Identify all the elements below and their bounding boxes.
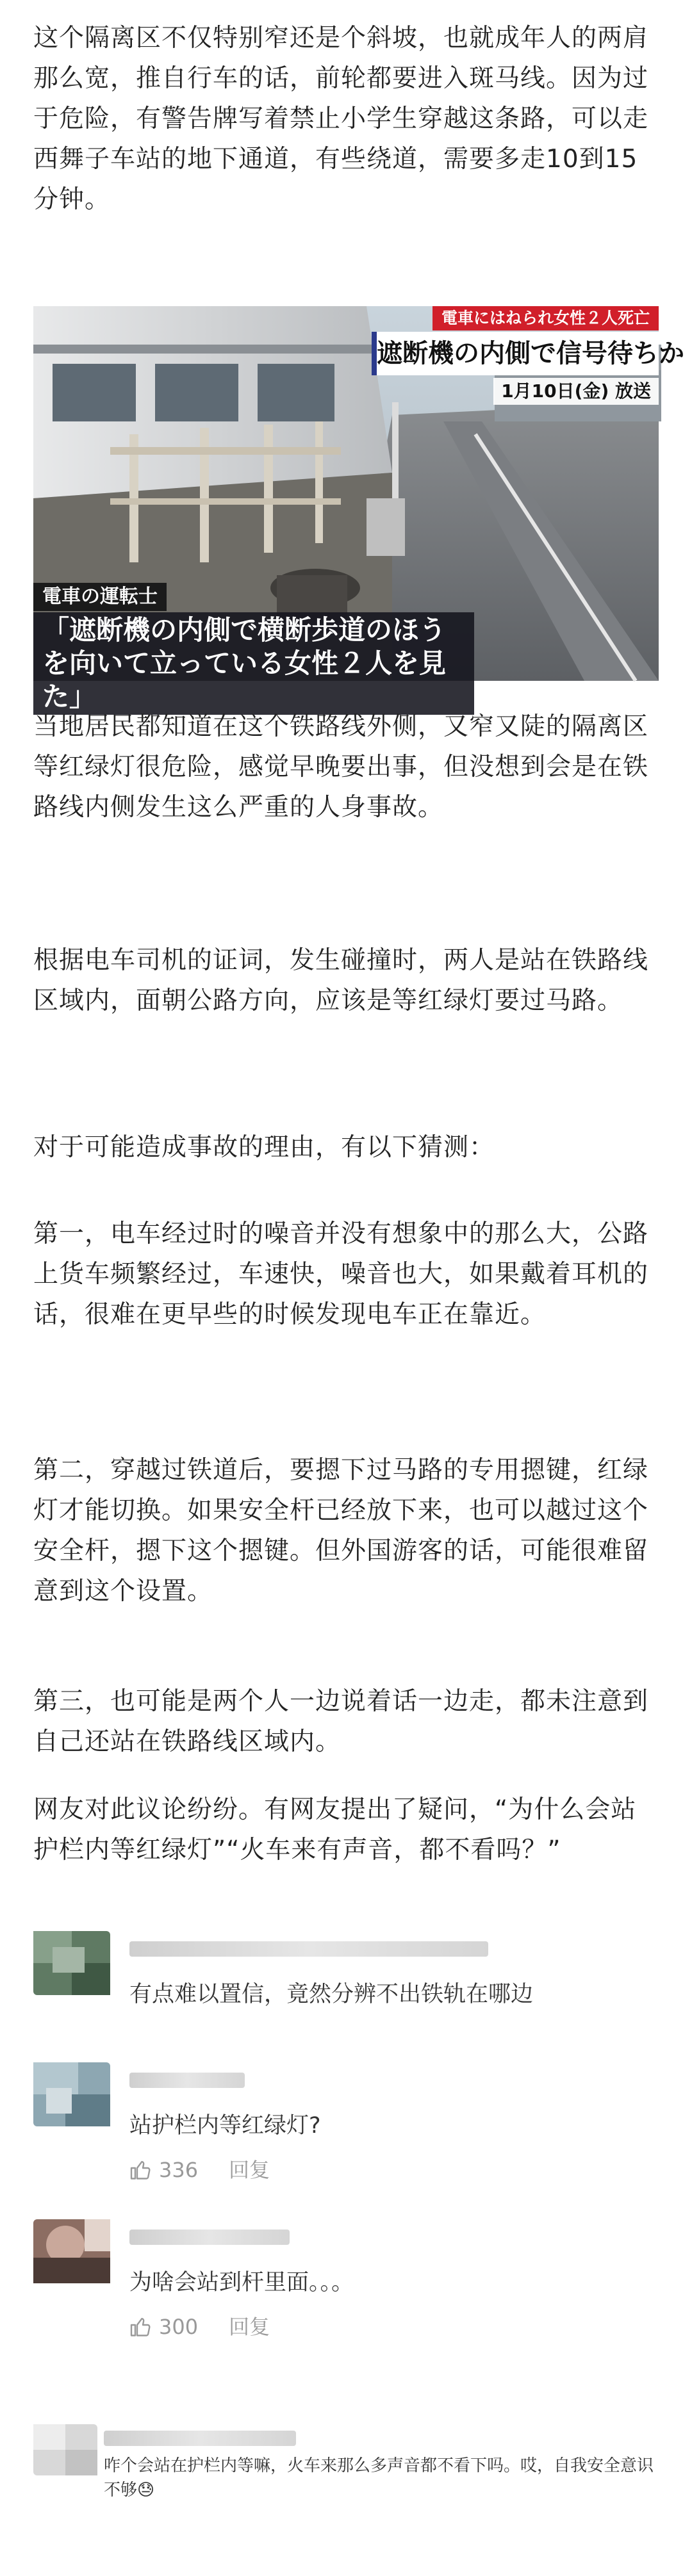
article-paragraph: 第一，电车经过时的噪音并没有想象中的那么大，公路上货车频繁经过，车速快，噪音也大，如果戴着耳机的话，很难在更早些的时候发现电车正在靠近。 [33, 1219, 649, 1329]
reply-button[interactable]: 回复 [229, 2158, 270, 2182]
comment-actions [129, 2314, 270, 2340]
article-paragraph: 这个隔离区不仅特别窄还是个斜坡，也就成年人的两肩那么宽，推自行车的话，前轮都要进入斑马线。因为过于危险，有警告牌写着禁止小学生穿越这条路，可以走西舞子车站的地下通道，有些绕道，需要多走10到15分钟。 [33, 24, 649, 214]
article-paragraph: 对于可能造成事故的理由，有以下猜测： [33, 1133, 495, 1162]
comment-actions [129, 2157, 270, 2183]
article-paragraph: 第三，也可能是两个人一边说着话一边走，都未注意到自己还站在铁路线区域内。 [33, 1687, 649, 1756]
like-count: 300 [159, 2315, 199, 2339]
comment-text: 咋个会站在护栏内等嘛，火车来那么多声音都不看下吗。哎，自我安全意识不够😓 [104, 2456, 654, 2500]
comment-item [33, 2424, 659, 2539]
username-blurred[interactable] [129, 2073, 245, 2088]
thumbs-up-icon[interactable] [129, 2315, 152, 2338]
comment-item [33, 1931, 659, 2040]
like-count: 336 [159, 2158, 199, 2182]
comment-text: 有点难以置信，竟然分辨不出铁轨在哪边 [129, 1982, 534, 2007]
comment-item [33, 2062, 659, 2203]
avatar[interactable] [33, 2219, 110, 2283]
news-screenshot [33, 306, 684, 712]
article-paragraph: 第二，穿越过铁道后，要摁下过马路的专用摁键，红绿灯才能切换。如果安全杆已经放下来，也可以越过这个安全杆，摁下这个摁键。但外国游客的话，可能很难留意到这个设置。 [33, 1456, 649, 1606]
avatar[interactable] [33, 2062, 110, 2126]
reply-button[interactable]: 回复 [229, 2315, 270, 2339]
article-paragraph: 当地居民都知道在这个铁路线外侧，又窄又陡的隔离区等红绿灯很危险，感觉早晚要出事，但没想到会是在铁路线内侧发生这么严重的人身事故。 [33, 712, 649, 822]
news-tag: 電車にはねられ女性２人死亡 [432, 306, 659, 330]
comments-screenshot [33, 1925, 659, 2565]
comment-item [33, 2219, 659, 2360]
username-blurred[interactable] [129, 1941, 488, 1957]
username-blurred[interactable] [129, 2230, 290, 2245]
thumbs-up-icon[interactable] [129, 2158, 152, 2181]
avatar[interactable] [33, 1931, 110, 1995]
comment-text: 为啥会站到杆里面。。。 [129, 2270, 354, 2295]
article-paragraph: 网友对此议论纷纷。有网友提出了疑问，“为什么会站护栏内等红绿灯”“火车来有声音，都不看吗？” [33, 1795, 637, 1864]
news-date: 1月10日(金) 放送 [493, 378, 659, 405]
news-caption: 「遮断機の内側で横断歩道のほうを向いて立っている女性２人を見た」 [33, 612, 474, 715]
comment-text: 站护栏内等红绿灯? [129, 2113, 321, 2139]
avatar[interactable] [33, 2424, 97, 2475]
article-paragraph: 根据电车司机的证词，发生碰撞时，两人是站在铁路线区域内，面朝公路方向，应该是等红绿灯要过马路。 [33, 946, 649, 1015]
news-speaker-label: 電車の運転士 [33, 583, 167, 611]
username-blurred[interactable] [104, 2431, 296, 2446]
news-headline: 遮断機の内側で信号待ちか [372, 332, 659, 375]
